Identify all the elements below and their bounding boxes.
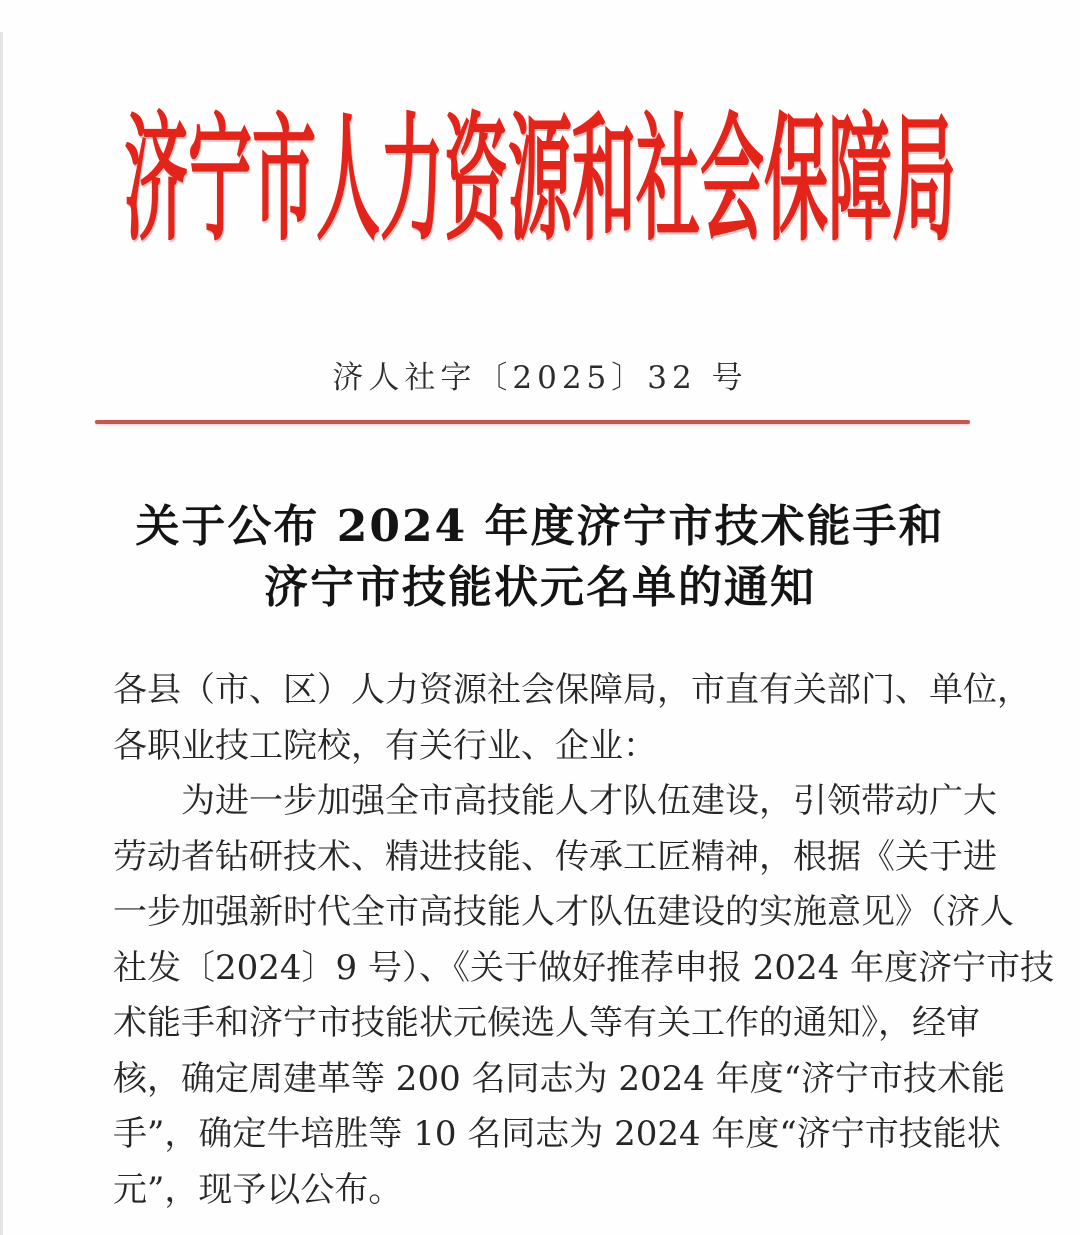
- body-line: 劳动者钻研技术、精进技能、传承工匠精神，根据《关于进: [113, 836, 997, 877]
- body-line: 元”，现予以公布。: [113, 1169, 403, 1210]
- notice-body: [113, 663, 1055, 1218]
- salutation-line: 各职业技工院校，有关行业、企业：: [113, 725, 657, 766]
- salutation-line: 各县（市、区）人力资源社会保障局，市直有关部门、单位，: [113, 670, 1031, 710]
- notice-title-line-2: 济宁市技能状元名单的通知: [264, 562, 816, 613]
- body-line: 术能手和济宁市技能状元候选人等有关工作的通知》，经审: [113, 1003, 980, 1043]
- body-line: 一步加强新时代全市高技能人才队伍建设的实施意见》（济人: [113, 892, 1014, 932]
- body-line: 为进一步加强全市高技能人才队伍建设，引领带动广大: [181, 781, 997, 821]
- notice-title-line-1: 关于公布 2024 年度济宁市技术能手和: [135, 501, 945, 552]
- red-divider-rule: [95, 420, 970, 424]
- body-line: 核，确定周建革等 200 名同志为 2024 年度“济宁市技术能: [113, 1058, 1006, 1099]
- body-line: 社发〔2024〕9 号）、《关于做好推荐申报 2024 年度济宁市技: [113, 947, 1055, 988]
- document-number: 济人社字〔2025〕32 号: [332, 360, 748, 396]
- body-line: 手”，确定牛培胜等 10 名同志为 2024 年度“济宁市技能状: [113, 1114, 1001, 1154]
- agency-header: [0, 100, 1080, 262]
- notice-title: [0, 496, 1080, 618]
- agency-header-text: 济宁市人力资源和社会保障局: [124, 100, 956, 262]
